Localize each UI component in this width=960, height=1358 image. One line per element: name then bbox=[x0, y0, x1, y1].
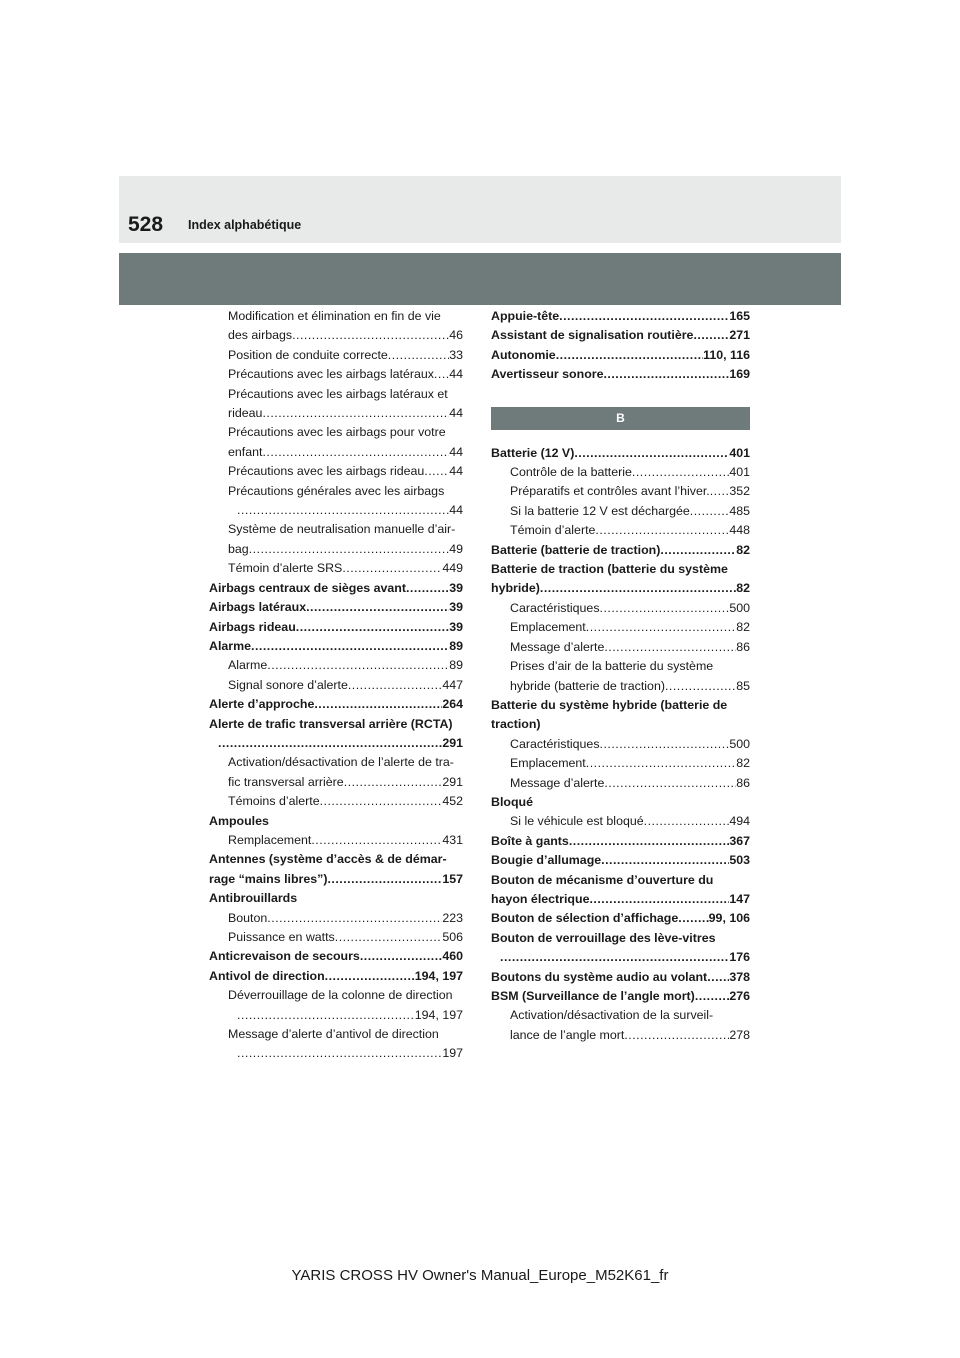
dot-leader bbox=[292, 326, 449, 345]
index-entry-page: 401 bbox=[729, 465, 750, 480]
index-entry-text: Témoin d’alerte bbox=[510, 523, 596, 538]
index-entry bbox=[209, 928, 463, 947]
index-entry-page: 157 bbox=[442, 871, 463, 886]
dot-leader bbox=[600, 735, 730, 754]
index-entry-text: Préparatifs et contrôles avant l’hiver. bbox=[510, 484, 710, 499]
index-entry-text: hybride (batterie de traction) bbox=[510, 678, 665, 693]
index-entry-page: 44 bbox=[449, 464, 463, 479]
index-entry-text: Bougie d’allumage bbox=[491, 853, 602, 868]
dot-leader bbox=[237, 1044, 442, 1063]
dot-leader bbox=[695, 987, 730, 1006]
dot-leader bbox=[660, 541, 736, 560]
dot-leader bbox=[595, 521, 729, 540]
index-entry-text: hayon électrique bbox=[491, 891, 590, 906]
index-entry bbox=[491, 502, 750, 521]
index-entry bbox=[491, 968, 750, 987]
index-entry-page: 452 bbox=[442, 794, 463, 809]
index-entry-text: Précautions générales avec les airbags bbox=[228, 483, 445, 498]
index-entry-text: Airbags rideau bbox=[209, 619, 296, 634]
index-entry bbox=[209, 637, 463, 656]
index-entry-text: Modification et élimination en fin de vie bbox=[228, 309, 441, 323]
index-entry bbox=[209, 618, 463, 637]
index-entry bbox=[491, 618, 750, 637]
dot-leader bbox=[314, 695, 442, 714]
index-group-a bbox=[491, 307, 750, 385]
dot-leader bbox=[267, 909, 442, 928]
index-entry-text: Alerte d’approche bbox=[209, 697, 315, 712]
index-entry bbox=[209, 559, 463, 578]
index-entry-page: 448 bbox=[729, 523, 750, 538]
index-entry-text: Ampoules bbox=[209, 813, 269, 828]
index-entry bbox=[491, 832, 750, 851]
index-entry-page: 271 bbox=[729, 328, 750, 343]
dot-leader bbox=[624, 1026, 729, 1045]
index-group-b bbox=[491, 444, 750, 1046]
index-entry-text: Si le véhicule est bloqué bbox=[510, 814, 644, 829]
index-entry bbox=[491, 696, 750, 735]
dot-leader bbox=[237, 501, 449, 520]
dot-leader bbox=[267, 656, 449, 675]
index-entry-text: hybride) bbox=[491, 581, 540, 596]
index-entry-text: Message d’alerte bbox=[510, 639, 605, 654]
index-entry bbox=[491, 638, 750, 657]
index-entry-text: enfant bbox=[228, 444, 263, 459]
page-number: 528 bbox=[128, 213, 164, 236]
index-entry-text: Anticrevaison de secours bbox=[209, 949, 360, 964]
index-entry bbox=[209, 792, 463, 811]
index-entry-page: 378 bbox=[729, 969, 750, 984]
index-entry-page: 49 bbox=[449, 541, 463, 556]
dot-leader bbox=[559, 307, 729, 326]
dot-leader bbox=[388, 346, 449, 365]
dot-leader bbox=[540, 579, 736, 598]
index-entry-text: Bouton de sélection d’affichage bbox=[491, 911, 679, 926]
dot-leader bbox=[604, 638, 736, 657]
index-entry-page: 176 bbox=[729, 950, 750, 965]
dot-leader bbox=[644, 812, 730, 831]
index-entry bbox=[491, 599, 750, 618]
index-entry bbox=[491, 909, 750, 928]
index-entry bbox=[209, 346, 463, 365]
index-entry-page: 82 bbox=[736, 581, 750, 596]
index-entry-text: Remplacement bbox=[228, 832, 312, 847]
index-entry-text: Bouton de verrouillage des lève-vitres bbox=[491, 930, 716, 945]
index-entry-page: 401 bbox=[729, 445, 750, 460]
index-entry-page: 500 bbox=[729, 736, 750, 751]
index-entry-page: 39 bbox=[449, 600, 463, 615]
index-entry-page: 39 bbox=[449, 580, 463, 595]
index-entry bbox=[209, 598, 463, 617]
index-entry-page: 278 bbox=[729, 1027, 750, 1042]
index-entry-page: 99, 106 bbox=[708, 911, 750, 926]
index-entry bbox=[491, 365, 750, 384]
index-entry-text: Bloqué bbox=[491, 794, 533, 809]
index-entry bbox=[209, 385, 463, 424]
index-column-right bbox=[491, 307, 750, 1045]
index-entry bbox=[491, 444, 750, 463]
dot-leader bbox=[601, 851, 729, 870]
index-entry bbox=[491, 521, 750, 540]
index-entry-page: 431 bbox=[442, 832, 463, 847]
dot-leader bbox=[603, 365, 729, 384]
index-entry-text: Témoin d’alerte SRS bbox=[228, 561, 343, 576]
index-entry-text: Message d’alerte d’antivol de direction bbox=[228, 1027, 439, 1042]
index-entry-text: Alarme bbox=[209, 638, 252, 653]
index-entry-page: 89 bbox=[449, 638, 463, 653]
index-entry-text: Antivol de direction bbox=[209, 968, 325, 983]
dot-leader bbox=[218, 734, 442, 753]
index-entry-text: Précautions avec les airbags latéraux et bbox=[228, 386, 448, 401]
index-entry bbox=[491, 812, 750, 831]
index-entry-text: des airbags bbox=[228, 328, 293, 343]
dot-leader bbox=[249, 540, 450, 559]
index-entry-page: 494 bbox=[729, 814, 750, 829]
index-entry bbox=[491, 482, 750, 501]
index-entry-text: Batterie (batterie de traction) bbox=[491, 542, 661, 557]
dot-leader bbox=[710, 482, 730, 501]
dot-leader bbox=[690, 502, 730, 521]
index-entry-text: Avertisseur sonore bbox=[491, 367, 604, 382]
index-entry-text: Boîte à gants bbox=[491, 833, 569, 848]
section-title: Index alphabétique bbox=[188, 218, 302, 232]
index-entry-text: fic transversal arrière bbox=[228, 774, 344, 789]
dot-leader bbox=[693, 326, 729, 345]
dot-leader bbox=[311, 831, 442, 850]
index-entry-text: traction) bbox=[491, 717, 541, 732]
index-entry bbox=[209, 520, 463, 559]
index-entry bbox=[209, 307, 463, 346]
index-entry-text: bag bbox=[228, 541, 249, 556]
index-entry-page: 447 bbox=[442, 677, 463, 692]
index-entry-page: 500 bbox=[729, 600, 750, 615]
index-entry-page: 85 bbox=[736, 678, 750, 693]
index-entry-text: rage “mains libres”) bbox=[209, 871, 328, 886]
index-entry-text: Autonomie bbox=[491, 347, 556, 362]
index-entry bbox=[491, 541, 750, 560]
index-entry-page: 110, 116 bbox=[703, 347, 750, 362]
index-entry-page: 82 bbox=[736, 542, 750, 557]
index-entry bbox=[491, 851, 750, 870]
index-entry-page: 169 bbox=[729, 367, 750, 382]
index-entry-page: 147 bbox=[729, 891, 750, 906]
dot-leader bbox=[604, 774, 736, 793]
index-entry bbox=[209, 423, 463, 462]
index-entry-text: Précautions avec les airbags pour votre bbox=[228, 425, 446, 440]
index-entry-page: 165 bbox=[729, 309, 750, 323]
index-entry-text: Caractéristiques bbox=[510, 736, 600, 751]
index-entry-page: 503 bbox=[729, 853, 750, 868]
index-entry-text: Bouton de mécanisme d’ouverture du bbox=[491, 872, 714, 887]
index-entry-text: Témoins d’alerte bbox=[228, 794, 320, 809]
section-letter-bar: B bbox=[491, 407, 750, 430]
index-entry bbox=[209, 812, 463, 831]
index-entry-page: 197 bbox=[442, 1046, 463, 1061]
index-entry bbox=[209, 365, 463, 384]
index-entry-text: Prises d’air de la batterie du système bbox=[510, 659, 714, 674]
dot-leader bbox=[237, 1006, 415, 1025]
dot-leader bbox=[586, 754, 736, 773]
index-entry-text: Précautions avec les airbags latéraux bbox=[228, 367, 434, 382]
dot-leader bbox=[320, 792, 443, 811]
dot-leader bbox=[360, 947, 443, 966]
index-entry-text: Appuie-tête bbox=[491, 309, 560, 323]
index-entry bbox=[209, 850, 463, 889]
index-entry-page: 82 bbox=[736, 620, 750, 635]
index-entry-text: Batterie (12 V) bbox=[491, 445, 575, 460]
index-entry-page: 44 bbox=[449, 503, 463, 518]
index-entry-text: Puissance en watts bbox=[228, 930, 335, 944]
index-entry-text: Emplacement bbox=[510, 756, 586, 771]
index-entry-page: 44 bbox=[449, 406, 463, 421]
index-entry-text: Batterie du système hybride (batterie de bbox=[491, 697, 728, 712]
index-entry-page: 449 bbox=[442, 561, 463, 576]
dot-leader bbox=[306, 598, 449, 617]
index-entry bbox=[209, 579, 463, 598]
dot-leader bbox=[556, 346, 703, 365]
index-entry-text: Activation/désactivation de la surveil- bbox=[510, 1008, 714, 1023]
index-entry-page: 264 bbox=[442, 697, 463, 712]
index-entry bbox=[491, 774, 750, 793]
dot-leader bbox=[707, 968, 729, 987]
index-entry-page: 82 bbox=[736, 756, 750, 771]
dot-leader bbox=[406, 579, 449, 598]
index-entry-text: Position de conduite correcte bbox=[228, 347, 388, 362]
index-entry-text: Activation/désactivation de l’alerte de tra- bbox=[228, 755, 454, 770]
dot-leader bbox=[678, 909, 708, 928]
index-entry bbox=[209, 695, 463, 714]
index-entry-text: Caractéristiques bbox=[510, 600, 600, 615]
index-entry bbox=[491, 307, 750, 326]
index-entry-text: rideau bbox=[228, 406, 263, 421]
dot-leader bbox=[569, 832, 730, 851]
dot-leader bbox=[665, 677, 736, 696]
index-entry-page: 44 bbox=[449, 444, 463, 459]
index-entry-text: Airbags latéraux bbox=[209, 600, 307, 615]
index-entry bbox=[491, 929, 750, 968]
index-entry-page: 460 bbox=[442, 949, 463, 964]
index-entry-text: Message d’alerte bbox=[510, 775, 605, 790]
index-entry-text: Antibrouillards bbox=[209, 891, 298, 906]
index-entry-text: Précautions avec les airbags rideau bbox=[228, 464, 425, 479]
index-entry bbox=[491, 657, 750, 696]
index-entry-text: Assistant de signalisation routière bbox=[491, 328, 694, 343]
index-entry bbox=[491, 326, 750, 345]
index-entry-text: Emplacement bbox=[510, 620, 586, 635]
index-entry-page: 39 bbox=[449, 619, 463, 634]
index-entry-page: 485 bbox=[729, 503, 750, 518]
dot-leader bbox=[335, 928, 443, 947]
index-entry bbox=[491, 1006, 750, 1045]
index-entry bbox=[491, 346, 750, 365]
dot-leader bbox=[327, 870, 442, 889]
index-entry bbox=[491, 735, 750, 754]
dot-leader bbox=[424, 462, 449, 481]
dot-leader bbox=[262, 404, 449, 423]
index-entry-page: 506 bbox=[442, 930, 463, 944]
index-entry bbox=[491, 793, 750, 812]
index-entry bbox=[491, 560, 750, 599]
index-entry bbox=[209, 462, 463, 481]
index-entry bbox=[209, 967, 463, 986]
dot-leader bbox=[632, 463, 729, 482]
index-entry-text: Si la batterie 12 V est déchargée bbox=[510, 503, 690, 518]
index-entry-text: Contrôle de la batterie bbox=[510, 465, 632, 480]
index-entry bbox=[209, 753, 463, 792]
index-entry bbox=[491, 871, 750, 910]
index-entry-text: Alarme bbox=[228, 658, 268, 673]
dot-leader bbox=[342, 559, 442, 578]
index-entry bbox=[209, 889, 463, 908]
index-entry bbox=[491, 987, 750, 1006]
index-entry bbox=[209, 482, 463, 521]
index-entry bbox=[209, 676, 463, 695]
dot-leader bbox=[574, 444, 729, 463]
index-column-left bbox=[209, 307, 463, 1064]
dot-leader bbox=[600, 599, 730, 618]
index-entry-text: Batterie de traction (batterie du système bbox=[491, 562, 728, 577]
index-entry-page: 352 bbox=[729, 484, 750, 499]
dot-leader bbox=[262, 443, 449, 462]
index-entry-page: 194, 197 bbox=[414, 968, 463, 983]
dot-leader bbox=[325, 967, 415, 986]
index-entry-page: 276 bbox=[729, 989, 750, 1003]
index-entry bbox=[491, 463, 750, 482]
index-entry bbox=[209, 656, 463, 675]
index-entry-page: 291 bbox=[442, 735, 463, 750]
dot-leader bbox=[500, 948, 729, 967]
dot-leader bbox=[434, 365, 449, 384]
index-entry-text: Bouton bbox=[228, 910, 268, 925]
index-entry-page: 223 bbox=[442, 910, 463, 925]
index-entry bbox=[491, 754, 750, 773]
index-entry bbox=[209, 831, 463, 850]
index-entry-page: 44 bbox=[449, 367, 463, 382]
index-entry-page: 89 bbox=[449, 658, 463, 673]
dot-leader bbox=[296, 618, 449, 637]
index-entry-page: 291 bbox=[442, 774, 463, 789]
header-band bbox=[119, 253, 841, 305]
index-entry-text: Boutons du système audio au volant bbox=[491, 969, 708, 984]
index-entry-text: lance de l’angle mort bbox=[510, 1027, 625, 1042]
index-entry bbox=[209, 947, 463, 966]
dot-leader bbox=[589, 890, 729, 909]
index-entry-page: 86 bbox=[736, 639, 750, 654]
index-entry bbox=[209, 986, 463, 1025]
index-entry-page: 46 bbox=[449, 328, 463, 343]
index-entry-text: Alerte de trafic transversal arrière (RCTA) bbox=[209, 716, 453, 731]
index-entry bbox=[209, 715, 463, 754]
index-entry-page: 33 bbox=[449, 347, 463, 362]
index-entry-text: Déverrouillage de la colonne de direction bbox=[228, 988, 453, 1003]
dot-leader bbox=[586, 618, 736, 637]
index-entry-text: Système de neutralisation manuelle d’air- bbox=[228, 522, 456, 537]
index-entry-page: 194, 197 bbox=[414, 1007, 463, 1022]
index-entry-text: Antennes (système d’accès & de démar- bbox=[209, 852, 447, 867]
index-entry-page: 86 bbox=[736, 775, 750, 790]
index-entry-text: Signal sonore d’alerte bbox=[228, 677, 348, 692]
footer-text: YARIS CROSS HV Owner's Manual_Europe_M52K61_fr bbox=[291, 1267, 669, 1284]
index-entry bbox=[209, 1025, 463, 1064]
index-entry bbox=[209, 909, 463, 928]
dot-leader bbox=[344, 773, 443, 792]
dot-leader bbox=[348, 676, 442, 695]
dot-leader bbox=[251, 637, 449, 656]
index-entry-text: Airbags centraux de sièges avant bbox=[209, 580, 406, 595]
index-entry-page: 367 bbox=[729, 833, 750, 848]
index-entry-text: BSM (Surveillance de l’angle mort) bbox=[491, 989, 695, 1003]
